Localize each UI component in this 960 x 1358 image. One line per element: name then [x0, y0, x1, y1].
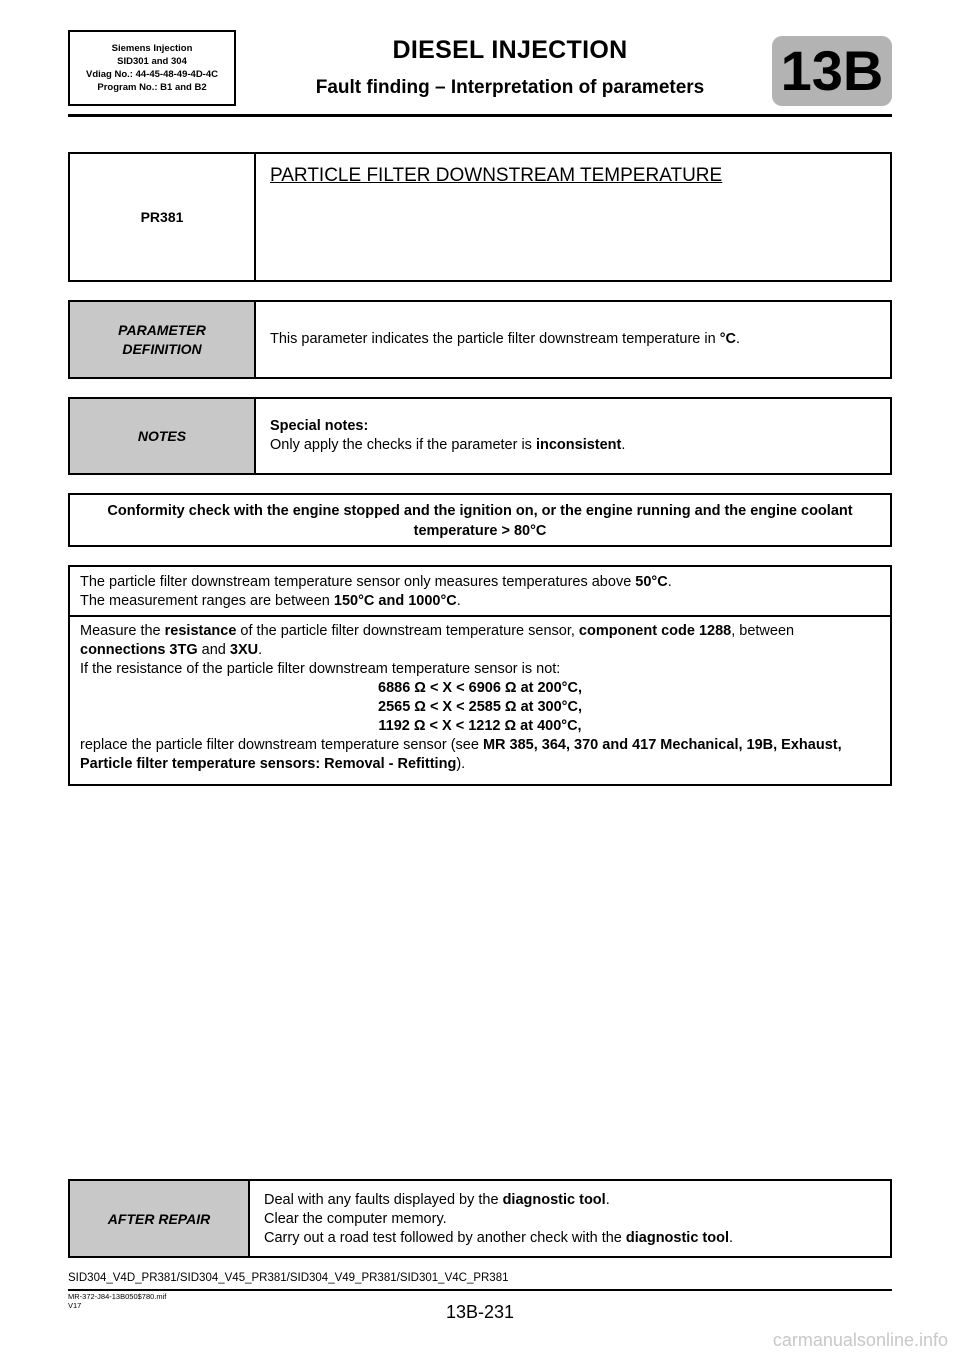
definition-row [68, 300, 892, 379]
resistance-value: 6886 Ω < X < 6906 Ω at 200°C, [378, 680, 582, 696]
notes-row [68, 397, 892, 475]
notes-label: NOTES [70, 399, 256, 473]
notes-text: Special notes: Only apply the checks if the parameter is inconsistent. [270, 418, 626, 453]
definition-label: PARAMETER DEFINITION [70, 302, 256, 377]
footer-file-info: MR-372-J84-13B050$780.mif V17 [68, 1292, 167, 1310]
header-divider [68, 114, 892, 117]
info-line: Vdiag No.: 44-45-48-49-4D-4C [86, 69, 218, 80]
page-title: DIESEL INJECTION [392, 36, 628, 64]
after-repair-row [68, 1179, 892, 1258]
measurement-info: The particle filter downstream temperature sensor only measures temperatures above 50°C. The measurement ranges are between 150°C and 1000°C. [68, 565, 892, 617]
info-line: Program No.: B1 and B2 [97, 82, 207, 93]
parameter-name: PARTICLE FILTER DOWNSTREAM TEMPERATURE [270, 165, 723, 186]
manual-reference: MR 385, 364, 370 and 417 Mechanical, 19B, Exhaust, Particle filter temperature sensors: Removal - Refitting [80, 737, 842, 772]
after-repair-label: AFTER REPAIR [70, 1181, 250, 1256]
info-line: SID301 and 304 [117, 56, 187, 67]
section-code-badge: 13B [772, 36, 892, 106]
footer-divider [68, 1289, 892, 1291]
notes-heading: Special notes: [270, 418, 369, 434]
parameter-code: PR381 [70, 154, 256, 280]
info-line: Siemens Injection [111, 43, 193, 54]
conformity-heading: Conformity check with the engine stopped and the ignition on, or the engine running and the engine coolant temperature > 80°C [68, 493, 892, 547]
parameter-row [68, 152, 892, 282]
resistance-value: 2565 Ω < X < 2585 Ω at 300°C, [378, 699, 582, 715]
page-number: 13B-231 [445, 1302, 515, 1322]
document-info-box [68, 30, 236, 106]
resistance-check: Measure the resistance of the particle filter downstream temperature sensor, component code 1288, between connections 3TG and 3XU. If the resistance of the particle filter downstream temperature sensor is not: 6886 Ω < X < 6906 Ω at 200°C, 2565 Ω < X < 2585 Ω at 300°C, 1192 Ω < X < 1212 Ω at 400°C, replace the particle filter downstream temperature sensor (see MR 385, 364, 370 and 417 Mechanical, 19B, Exhaust, Particle filter temperature sensors: Removal - Refitting). [68, 615, 892, 786]
resistance-value: 1192 Ω < X < 1212 Ω at 400°C, [378, 718, 582, 734]
page-subtitle: Fault finding – Interpretation of parameters [315, 77, 705, 98]
footer-reference: SID304_V4D_PR381/SID304_V45_PR381/SID304_V49_PR381/SID301_V4C_PR381 [68, 1272, 509, 1284]
after-repair-text: Deal with any faults displayed by the diagnostic tool. Clear the computer memory. Carry out a road test followed by another check with the diagnostic tool. [264, 1192, 734, 1246]
definition-text: This parameter indicates the particle filter downstream temperature in °C. [270, 331, 741, 347]
watermark[interactable]: carmanualsonline.info [772, 1330, 948, 1350]
